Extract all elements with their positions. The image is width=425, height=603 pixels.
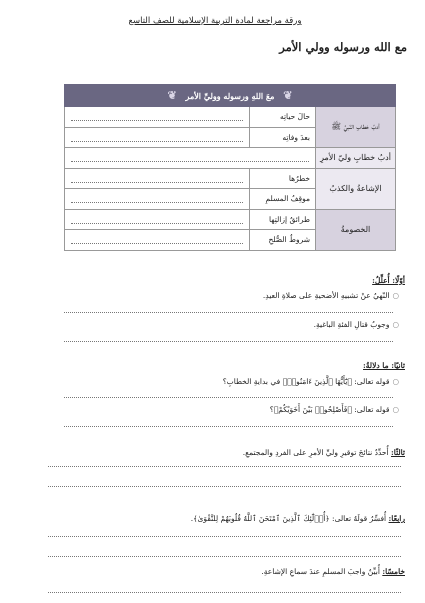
category-cell: الخصومةُ xyxy=(316,209,396,250)
table-row xyxy=(65,107,396,128)
ornament-icon: ❦ xyxy=(167,89,177,102)
answer-line[interactable] xyxy=(64,341,393,342)
answer-line[interactable] xyxy=(48,592,401,593)
summary-table xyxy=(64,84,396,251)
q2-item: ○قوله تعالى: ﴿يَٰٓأَيُّهَا ٱلَّذِينَ ءَامَنُوا۟﴾ في بدايةِ الخطابِ؟ xyxy=(222,377,399,386)
q1-item: ○النّهيُ عنْ تشبيهِ الأضحيةِ على صلاةِ العيدِ. xyxy=(262,291,399,300)
answer-line[interactable] xyxy=(48,556,401,557)
ornament-icon: ❦ xyxy=(283,89,293,102)
q5-text: خامسًا: أُبيِّنُ واجبَ المسلمِ عندَ سماعِ الإشاعةِ. xyxy=(261,567,405,576)
answer-line[interactable] xyxy=(48,466,401,467)
page-title: مع الله ورسوله وولي الأمر xyxy=(279,40,407,54)
answer-line[interactable] xyxy=(64,426,393,427)
answer-cell[interactable] xyxy=(65,168,250,189)
sub-cell: خطرُها xyxy=(250,168,316,189)
answer-cell[interactable] xyxy=(65,209,250,230)
answer-cell[interactable] xyxy=(65,189,250,210)
table-row xyxy=(65,148,396,169)
q2-heading: ثانيًا: ما دلالةُ: xyxy=(363,361,405,370)
answer-line[interactable] xyxy=(48,536,401,537)
table-title-row xyxy=(65,85,396,107)
answer-line[interactable] xyxy=(48,486,401,487)
sub-cell: شروطُ الصُّلحِ xyxy=(250,230,316,251)
sub-cell: موقِفُ المسلمِ xyxy=(250,189,316,210)
answer-cell[interactable] xyxy=(65,107,250,128)
answer-cell[interactable] xyxy=(65,230,250,251)
category-cell: أدبُ خطابِ النّبيِّ ﷺ xyxy=(316,107,396,148)
answer-cell[interactable] xyxy=(65,127,250,148)
answer-line[interactable] xyxy=(64,397,393,398)
answer-line[interactable] xyxy=(64,312,393,313)
q1-item: ○وجوبُ قتالِ الفئةِ الباغيةِ. xyxy=(313,320,399,329)
answer-cell[interactable] xyxy=(65,148,316,169)
table-title-text: معَ اللهِ ورسوله ووليِّ الأمر xyxy=(185,91,275,101)
table-title xyxy=(65,85,396,107)
worksheet-header: ورقة مراجعة لمادة التربية الإسلامية للصف التاسع xyxy=(128,16,302,26)
q3-text: ثالثًا: أُحدِّدُ نتائجَ توقيرِ وليِّ الأمرِ على الفردِ والمجتمعِ. xyxy=(242,448,405,457)
q2-item: ○قوله تعالى: ﴿فَأَصْلِحُوا۟ بَيْنَ أَخَوَيْكُمْ﴾؟ xyxy=(269,405,399,414)
category-cell: أدبُ خطابِ وليّ الأمرِ xyxy=(316,148,396,169)
category-cell: الإشاعةُ والكذبُ xyxy=(316,168,396,209)
q4-text: رابعًا: أُفسِّرُ قولَهُ تعالى: ﴿أُو۟لَٰٓئِكَ ٱلَّذِينَ ٱمْتَحَنَ ٱللَّهُ قُلُوبَهُمْ لِلتَّقْوَىٰ﴾. xyxy=(190,514,405,523)
table-row xyxy=(65,209,396,230)
q1-heading: أوّلًا: أُعلِّلُ: xyxy=(372,276,405,285)
sub-cell: طرائقُ إزالتِها xyxy=(250,209,316,230)
sub-cell: بعدَ وفاتِه xyxy=(250,127,316,148)
table-row xyxy=(65,168,396,189)
sub-cell: حالَ حياتِه xyxy=(250,107,316,128)
